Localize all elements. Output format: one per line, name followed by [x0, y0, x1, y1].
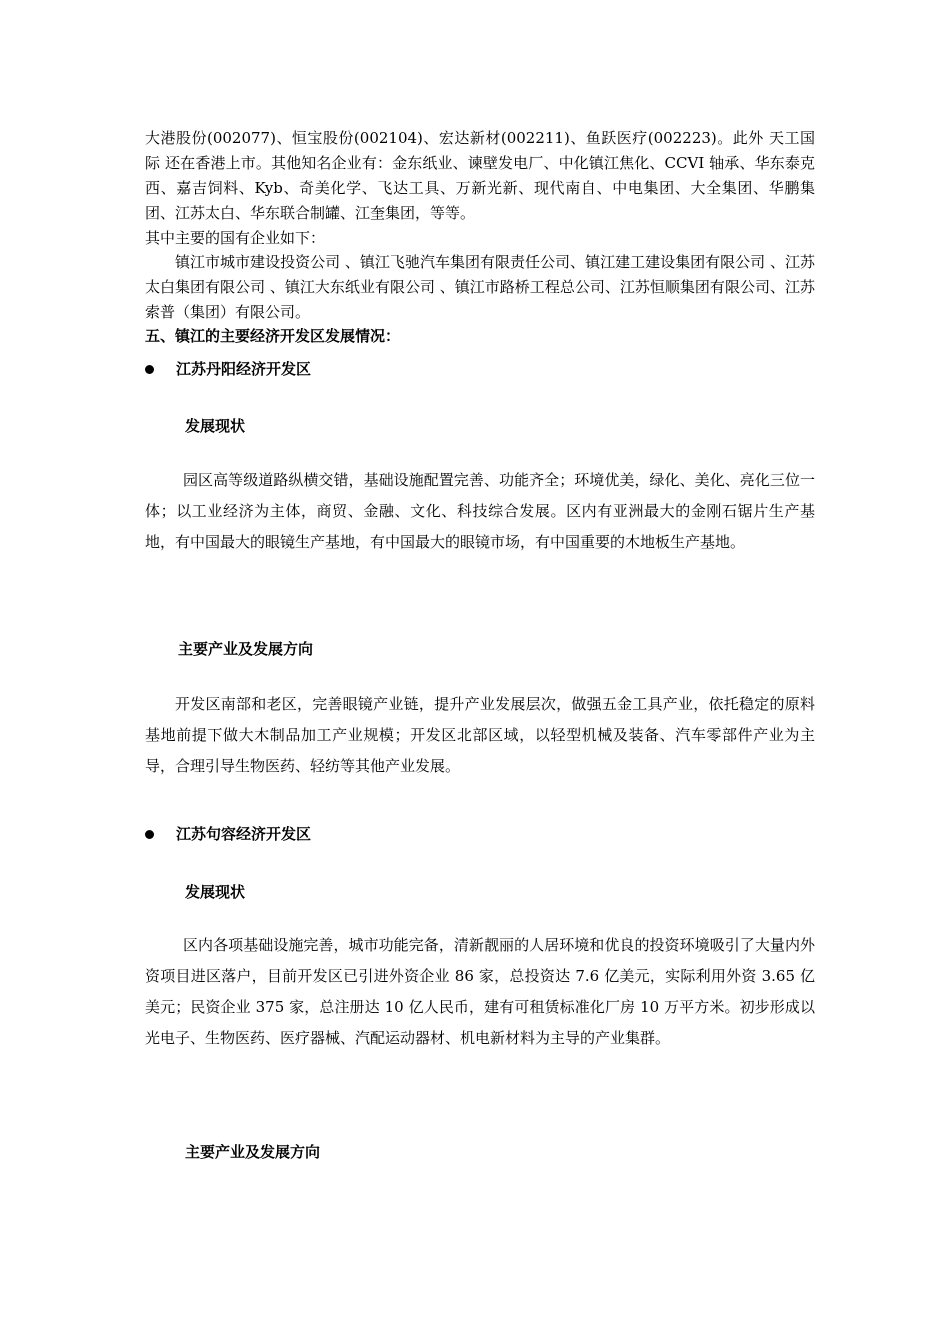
status-heading: 发展现状	[185, 417, 246, 435]
status-heading: 发展现状	[185, 883, 246, 901]
status-paragraph: 区内各项基础设施完善，城市功能完备，清新靓丽的人居环境和优良的投资环境吸引了大量内外资项目进区落户，目前开发区已引进外资企业 86 家，总投资达 7.6 亿美元，实际利用外资 3.65 亿美元；民资企业 375 家，总注册达 10 亿人民币，建有可租赁标准化厂房 10 万平方米。初步形成以光电子、生物医药、医疗器械、汽配运动器材、机电新材料为主导的产业集群。	[145, 936, 815, 1047]
bullet-icon	[145, 365, 154, 374]
zone-title-text: 江苏丹阳经济开发区	[176, 360, 312, 378]
zone-title-text: 江苏句容经济开发区	[176, 825, 312, 843]
soe-list-paragraph: 镇江市城市建设投资公司 、镇江飞驰汽车集团有限责任公司、镇江建工建设集团有限公司 、江苏太白集团有限公司 、镇江大东纸业有限公司 、镇江市路桥工程总公司、江苏恒顺集团有限公司、江苏索普（集团）有限公司。	[145, 253, 815, 321]
section-title: 五、镇江的主要经济开发区发展情况：	[145, 327, 401, 345]
industry-heading: 主要产业及发展方向	[178, 640, 314, 658]
bullet-icon	[145, 830, 154, 839]
zone-title-jurong	[145, 822, 311, 846]
industry-paragraph: 开发区南部和老区，完善眼镜产业链，提升产业发展层次，做强五金工具产业，依托稳定的原料基地前提下做大木制品加工产业规模；开发区北部区域，以轻型机械及装备、汽车零部件产业为主导，合理引导生物医药、轻纺等其他产业发展。	[145, 695, 815, 775]
zone-title-danyang	[145, 357, 311, 381]
industry-heading: 主要产业及发展方向	[185, 1143, 321, 1161]
soe-intro-line: 其中主要的国有企业如下：	[145, 229, 326, 247]
status-paragraph: 园区高等级道路纵横交错，基础设施配置完善、功能齐全；环境优美，绿化、美化、亮化三位一体；以工业经济为主体，商贸、金融、文化、科技综合发展。区内有亚洲最大的金刚石锯片生产基地，有中国最大的眼镜生产基地，有中国最大的眼镜市场，有中国重要的木地板生产基地。	[145, 471, 815, 551]
intro-paragraph: 大港股份(002077)、恒宝股份(002104)、宏达新材(002211)、鱼跃医疗(002223)。此外 天工国际 还在香港上市。其他知名企业有：金东纸业、谏壁发电厂、中化镇江焦化、CCVI 轴承、华东泰克西、嘉吉饲料、Kyb、奇美化学、飞达工具、万新光新、现代南自、中电集团、大全集团、华鹏集团、江苏太白、华东联合制罐、江奎集团，等等。	[145, 129, 815, 222]
